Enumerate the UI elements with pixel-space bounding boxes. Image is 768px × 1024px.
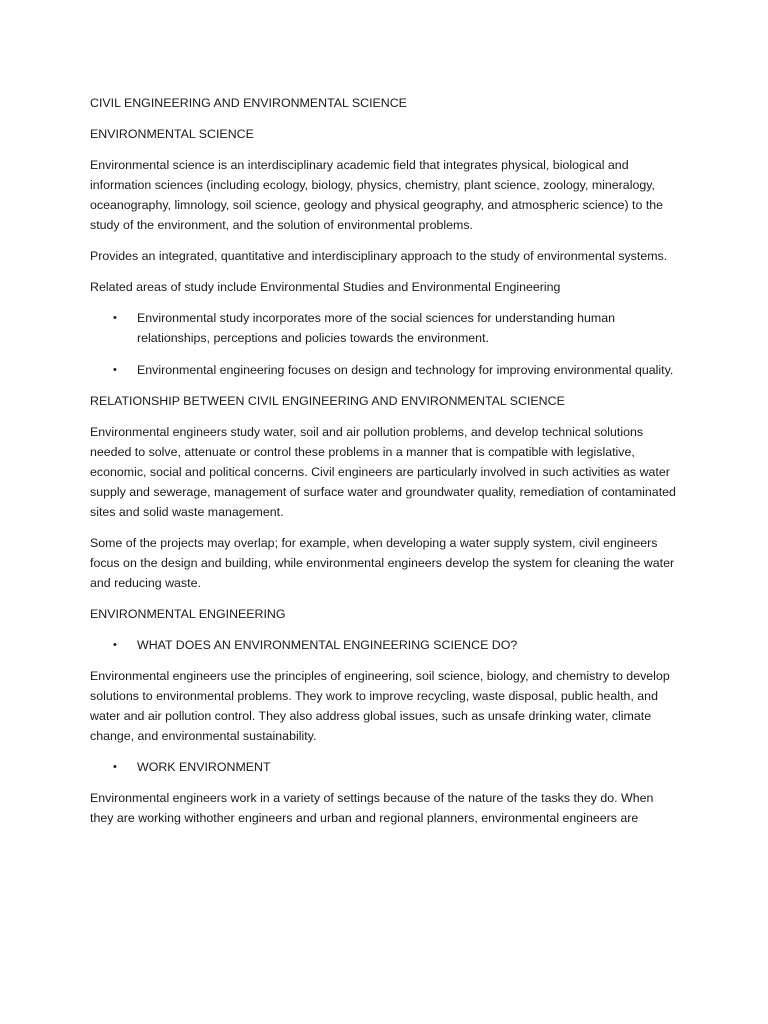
bullet-icon: •: [113, 364, 117, 376]
bullet-icon: •: [113, 312, 117, 324]
related-areas-list: [90, 308, 680, 380]
section-heading-relationship: RELATIONSHIP BETWEEN CIVIL ENGINEERING AND ENVIRONMENTAL SCIENCE: [90, 394, 565, 408]
bullet-icon: •: [113, 639, 117, 651]
work-environment-list: [90, 757, 680, 777]
section-heading-environmental-science: ENVIRONMENTAL SCIENCE: [90, 127, 254, 141]
list-item: [90, 308, 680, 348]
paragraph-work-settings: Environmental engineers work in a variety of settings because of the nature of the tasks they do. When they are working withother engineers and urban and regional planners, environmental engineers are: [90, 791, 654, 825]
document-page: [90, 93, 680, 839]
list-item-text: WORK ENVIRONMENT: [137, 760, 271, 774]
bullet-icon: •: [113, 761, 117, 773]
paragraph-engineering-principles: Environmental engineers use the principles of engineering, soil science, biology, and chemistry to develop solutions to environmental problems. They work to improve recycling, waste disposal, public health, and water and air pollution control. They also address global issues, such as unsafe drinking water, climate change, and environmental sustainability.: [90, 669, 670, 743]
paragraph-related-areas: Related areas of study include Environmental Studies and Environmental Engineering: [90, 280, 561, 294]
list-item: [90, 757, 680, 777]
paragraph-projects-overlap: Some of the projects may overlap; for example, when developing a water supply system, civil engineers focus on the design and building, while environmental engineers develop the system for cleaning the water and reducing waste.: [90, 536, 675, 590]
paragraph-environmental-engineers-study: Environmental engineers study water, soil and air pollution problems, and develop technical solutions needed to solve, attenuate or control these problems in a manner that is compatible with legislative, economic, social and political concerns. Civil engineers are particularly involved in such activities as water supply and sewerage, management of surface water and groundwater quality, remediation of contaminated sites and solid waste management.: [90, 425, 676, 519]
list-item: [90, 360, 680, 380]
paragraph-environmental-science-definition: Environmental science is an interdisciplinary academic field that integrates physical, biological and information sciences (including ecology, biology, physics, chemistry, plant science, zoology, mineralogy, oceanography, limnology, soil science, geology and physical geography, and atmospheric science) to the study of the environment, and the solution of environmental problems.: [90, 158, 664, 232]
document-title: CIVIL ENGINEERING AND ENVIRONMENTAL SCIENCE: [90, 96, 407, 110]
list-item-text: Environmental engineering focuses on design and technology for improving environmental quality.: [137, 363, 674, 377]
list-item-text: Environmental study incorporates more of the social sciences for understanding human relationships, perceptions and policies towards the environment.: [137, 311, 615, 345]
what-do-list: [90, 635, 680, 655]
list-item: [90, 635, 680, 655]
paragraph-integrated-approach: Provides an integrated, quantitative and interdisciplinary approach to the study of environmental systems.: [90, 249, 668, 263]
section-heading-environmental-engineering: ENVIRONMENTAL ENGINEERING: [90, 607, 286, 621]
list-item-text: WHAT DOES AN ENVIRONMENTAL ENGINEERING SCIENCE DO?: [137, 638, 518, 652]
